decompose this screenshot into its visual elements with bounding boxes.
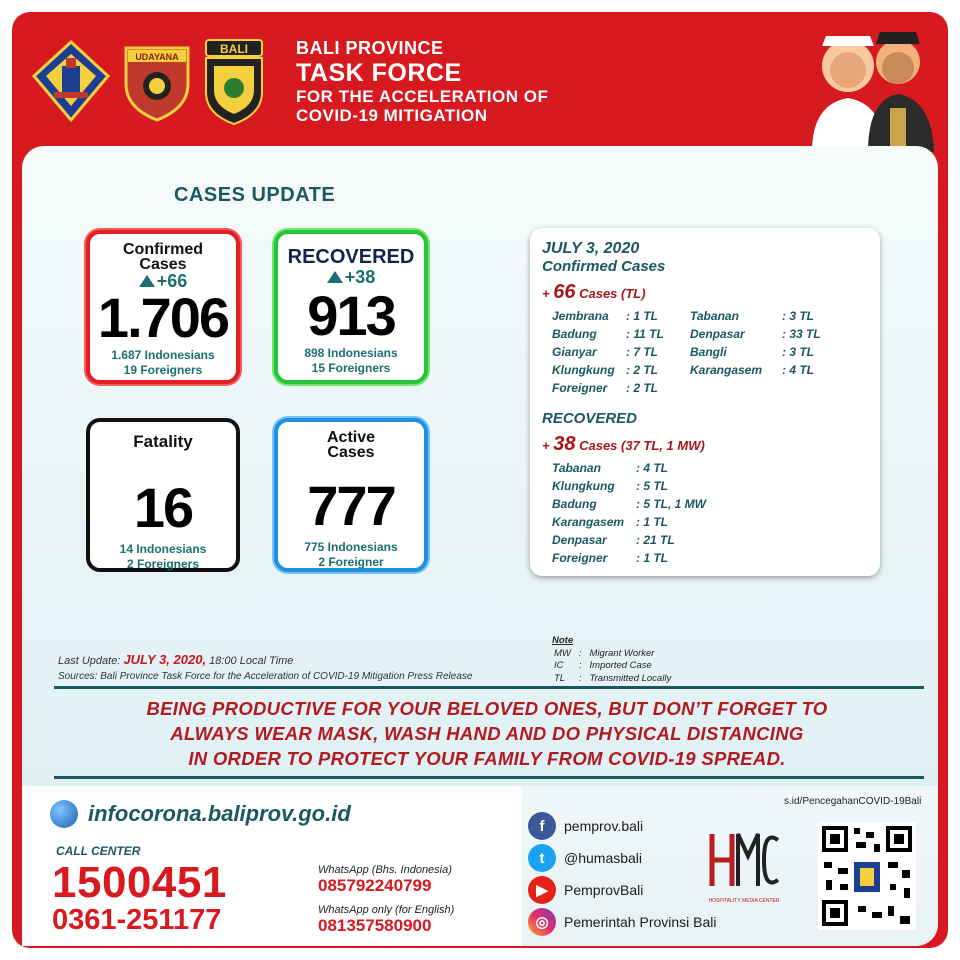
table-cell: : [578,660,582,671]
table-row [544,362,825,378]
twitter-icon: t [528,844,556,872]
police-logo-text: BALI [220,42,248,56]
table-cell: Karangasem [552,515,625,529]
table-row [544,478,710,494]
table-row [544,308,825,324]
table-cell: Karangasem [690,363,763,377]
recovered-delta-value: +38 [344,267,376,287]
whatsapp-indonesia-label: WhatsApp (Bhs. Indonesia) [318,864,452,876]
table-row [544,532,710,548]
table-cell: Denpasar [552,533,607,547]
bali-province-logo [30,40,112,122]
detail-recovered-heading: RECOVERED [542,410,638,427]
table-cell [690,380,780,396]
table-cell: : 1 TL [636,515,668,529]
detail-confirmed-unit: Cases (TL) [579,286,646,301]
table-cell: Migrant Worker [589,647,655,659]
last-update-date: JULY 3, 2020, [123,652,207,667]
table-cell: Jembrana [552,309,609,323]
whatsapp-indonesia-number[interactable]: 085792240799 [318,876,432,895]
table-cell: IC [554,660,564,671]
whatsapp-english-number[interactable]: 081357580900 [318,916,432,935]
twitter-handle: @humasbali [564,850,643,866]
table-cell: : [578,672,582,684]
table-cell: : 3 TL [782,345,814,359]
table-cell: Badung [552,327,597,341]
slogan-line-2: ALWAYS WEAR MASK, WASH HAND AND DO PHYSICAL DISTANCING [170,723,804,744]
table-row [544,380,825,396]
confirmed-indonesians: 1.687 Indonesians [111,348,215,362]
active-value: 777 [307,474,395,537]
poster-frame [12,12,948,948]
table-cell: Imported Case [589,660,652,671]
confirmed-label-line1: Confirmed [123,241,203,258]
udayana-logo-text: UDAYANA [135,52,179,62]
udayana-logo [122,40,192,122]
contact-left [22,786,522,946]
qr-code[interactable] [818,822,916,930]
table-cell: Gianyar [552,345,597,359]
table-cell: Bangli [690,345,727,359]
active-indonesians: 775 Indonesians [304,540,398,554]
whatsapp-english-label: WhatsApp only (for English) [318,904,455,916]
social-section [522,786,938,946]
detail-confirmed-heading: Confirmed Cases [542,258,666,275]
fatality-indonesians: 14 Indonesians [119,542,207,556]
title-line-2: TASK FORCE [296,59,462,87]
table-row [544,326,825,342]
table-cell: : 1 TL [636,551,668,565]
title-line-3: FOR THE ACCELERATION OF [296,87,549,106]
hmc-caption: HOSPITALITY MEDIA CENTER [708,898,780,904]
fatality-box [86,418,240,572]
sources-text: Bali Province Task Force for the Acceleration of COVID-19 Mitigation Press Release [100,671,473,682]
fatality-value: 16 [133,476,193,539]
table-row [554,649,677,660]
up-arrow-icon [327,271,343,283]
youtube-icon: ▶ [528,876,556,904]
hospitality-media-center-logo [706,826,782,906]
slogan-line-1: BEING PRODUCTIVE FOR YOUR BELOVED ONES, BUT DON’T FORGET TO [146,698,828,719]
youtube-handle: PemprovBali [564,882,644,898]
update-info [58,652,472,684]
recovered-label: RECOVERED [287,246,415,268]
call-center-label: CALL CENTER [56,844,141,858]
table-cell: : [578,647,582,659]
table-cell: Klungkung [552,363,615,377]
table-cell: : 33 TL [782,327,821,341]
detail-date: JULY 3, 2020 [542,240,640,257]
confirmed-value: 1.706 [97,286,229,349]
confirmed-label-line2: Cases [139,256,187,273]
table-cell: Tabanan [690,309,739,323]
main-panel [22,146,938,786]
sources-label: Sources: [58,671,98,682]
instagram-link[interactable] [528,908,717,936]
table-cell: Klungkung [552,479,615,493]
table-cell: : 2 TL [626,381,658,395]
detail-recovered-unit: Cases (37 TL, 1 MW) [579,438,705,453]
globe-icon [50,800,78,828]
call-center-number-1[interactable]: 1500451 [52,858,227,907]
divider-bottom [54,776,924,779]
table-cell: Denpasar [690,327,745,341]
active-foreigners: 2 Foreigner [318,555,384,569]
recovered-indonesians: 898 Indonesians [304,346,398,360]
table-row [544,496,710,512]
table-row [544,550,710,566]
website-link[interactable] [50,800,351,828]
slogan-line-3: IN ORDER TO PROTECT YOUR FAMILY FROM COVID-19 SPREAD. [188,748,786,769]
table-cell: Tabanan [552,461,601,475]
detail-confirmed-count [542,281,868,304]
table-cell: Transmitted Locally [589,672,672,684]
title-line-4: COVID-19 MITIGATION [296,106,488,125]
sources-line [58,669,472,684]
note-title: Note [552,635,574,646]
table-cell [782,380,825,396]
table-cell: : 5 TL [636,479,668,493]
divider-top [54,686,924,689]
facebook-icon: f [528,812,556,840]
instagram-icon: ◎ [528,908,556,936]
abbreviation-note [552,636,679,686]
active-label-line2: Cases [327,444,375,461]
detail-recovered-table [542,458,712,568]
table-cell: : 21 TL [636,533,675,547]
table-cell: : 5 TL, 1 MW [636,497,706,511]
call-center-number-2[interactable]: 0361-251177 [52,904,222,936]
table-cell: : 4 TL [782,363,814,377]
health-slogan [52,696,922,771]
fatality-label: Fatality [133,432,193,451]
table-cell: : 4 TL [636,461,668,475]
table-row [544,514,710,530]
table-row [544,344,825,360]
active-label-line1: Active [326,429,376,446]
bali-police-logo [200,36,268,126]
confirmed-foreigners: 19 Foreigners [123,363,203,377]
cases-update-title: CASES UPDATE [174,184,336,206]
qr-url[interactable]: s.id/PencegahanCOVID-19Bali [784,796,922,807]
table-cell: : 3 TL [782,309,814,323]
recovered-box [274,230,428,384]
table-cell: : 2 TL [626,363,658,377]
contact-section [22,786,938,946]
detail-recovered-plus: + [542,438,550,453]
table-cell: TL [554,672,566,684]
instagram-handle: Pemerintah Provinsi Bali [564,914,717,930]
recovered-value: 913 [307,284,395,347]
leaders-photo [772,16,948,152]
last-update-time: 18:00 Local Time [209,655,294,667]
table-row [544,460,710,476]
table-row [554,674,677,685]
daily-detail-card [530,228,880,576]
website-url: infocorona.baliprov.go.id [88,801,351,826]
table-row [554,661,677,672]
table-cell: : 11 TL [626,327,664,341]
confirmed-cases-box [86,230,240,384]
facebook-handle: pemprov.bali [564,818,644,834]
table-cell: : 1 TL [626,309,658,323]
last-update-label: Last Update: [58,655,121,667]
header [12,12,948,152]
table-cell: Foreigner [552,551,608,565]
title-line-1: BALI PROVINCE [296,38,444,58]
youtube-link[interactable] [528,876,643,904]
detail-confirmed-table [542,306,827,398]
recovered-foreigners: 15 Foreigners [311,361,391,375]
detail-confirmed-plus: + [542,286,550,301]
table-cell: MW [554,647,571,659]
table-cell: Foreigner [552,381,608,395]
facebook-link[interactable] [528,812,643,840]
detail-confirmed-number: 66 [553,281,576,303]
table-cell: Badung [552,497,597,511]
table-cell: : 7 TL [626,345,658,359]
title-block [296,38,548,125]
active-cases-box [274,418,428,572]
twitter-link[interactable] [528,844,642,872]
detail-recovered-number: 38 [553,433,576,455]
fatality-foreigners: 2 Foreigners [126,557,200,571]
note-table [552,647,679,687]
last-update-line [58,652,472,669]
confirmed-delta-value: +66 [156,271,188,291]
detail-recovered-count [542,433,868,456]
